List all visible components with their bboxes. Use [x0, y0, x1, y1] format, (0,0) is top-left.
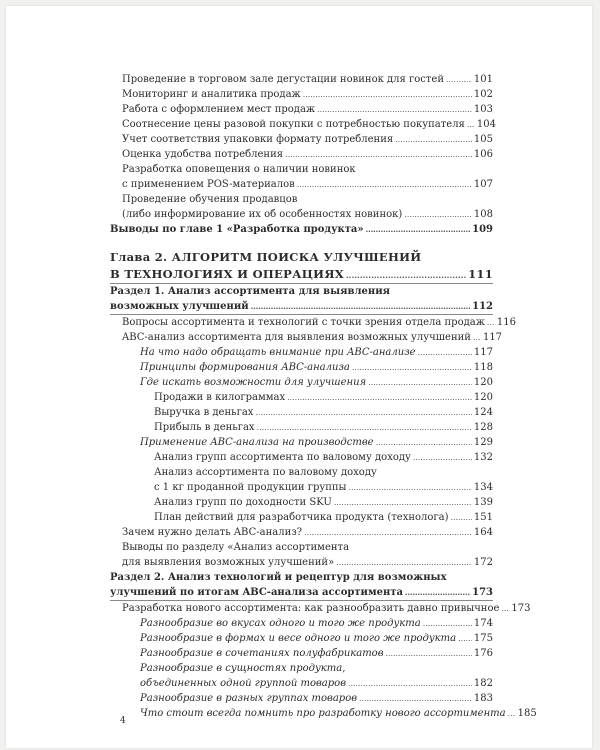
section-heading[interactable]: Раздел 1. Анализ ассортимента для выявления [110, 286, 391, 297]
toc-entry-first-line[interactable]: Выводы по разделу «Анализ ассортимента [122, 542, 350, 553]
dot-leader [303, 87, 472, 102]
dot-leader [251, 299, 470, 314]
dot-leader [508, 706, 516, 721]
dot-leader [451, 510, 472, 525]
page-ref: 118 [473, 362, 493, 373]
page-ref: 102 [473, 89, 493, 100]
page-ref: 107 [473, 179, 493, 190]
dot-leader [336, 555, 472, 570]
page-ref: 120 [473, 392, 493, 403]
dot-leader [297, 177, 472, 192]
dot-leader [368, 375, 472, 390]
dot-leader [317, 102, 472, 117]
page-ref: 112 [472, 301, 493, 312]
page-ref: 109 [472, 224, 493, 235]
dot-leader [418, 345, 472, 360]
dot-leader [376, 435, 472, 450]
dot-leader [255, 405, 471, 420]
page-number: 4 [120, 716, 126, 726]
dot-leader [467, 117, 475, 132]
dot-leader [446, 72, 472, 87]
page-ref: 106 [473, 149, 493, 160]
toc-subentry-first-line[interactable]: Разнообразие в сущностях продукта, [140, 663, 346, 674]
dot-leader [386, 646, 472, 661]
page-ref: 120 [473, 377, 493, 388]
toc-entry-first-line[interactable]: Проведение обучения продавцов [122, 194, 298, 205]
dot-leader [348, 676, 472, 691]
table-of-contents [110, 72, 537, 721]
toc-subentry[interactable]: Принципы формирования ABC-анализа ..... 118 [110, 360, 493, 375]
page-ref: 116 [496, 317, 516, 328]
page-ref: 183 [473, 693, 493, 704]
toc-subentry[interactable]: На что надо обращать внимание при ABC-анализе ..... 117 [110, 345, 493, 360]
toc-entry-first-line[interactable]: Разработка оповещения о наличии новинок [122, 164, 356, 175]
page-ref: 176 [473, 648, 493, 659]
toc-entry[interactable]: для выявления возможных улучшений» ..... 172 [110, 555, 493, 570]
page-ref: 185 [517, 708, 537, 719]
page-ref: 105 [473, 134, 493, 145]
page-ref: 111 [468, 267, 493, 281]
dot-leader [334, 495, 472, 510]
page-ref: 108 [473, 209, 493, 220]
section-heading-entry[interactable]: улучшений по итогам ABC-анализа ассортимента ..... 173 [110, 585, 493, 601]
dot-leader [349, 480, 472, 495]
toc-entry[interactable]: Разработка нового ассортимента: как разнообразить давно привычное ..... 173 [110, 601, 493, 616]
dot-leader [473, 330, 481, 345]
toc-entry[interactable]: Оценка удобства потребления ..... 106 [110, 147, 493, 162]
dot-leader [287, 390, 472, 405]
dot-leader [352, 360, 472, 375]
page-ref: 132 [473, 452, 493, 463]
dot-leader [458, 631, 472, 646]
toc-entry[interactable]: Проведение в торговом зале дегустации новинок для гостей ..... 101 [110, 72, 493, 87]
page-ref: 124 [473, 407, 493, 418]
page-ref: 103 [473, 104, 493, 115]
toc-entry[interactable]: Мониторинг и аналитика продаж ..... 102 [110, 87, 493, 102]
toc-entry[interactable]: Соотнесение цены разовой покупки с потребностью покупателя ..... 104 [110, 117, 493, 132]
dot-leader [404, 207, 472, 222]
toc-entry[interactable]: Работа с оформлением мест продаж ..... 103 [110, 102, 493, 117]
toc-subentry[interactable]: объединенных одной группой товаров ..... 182 [110, 676, 493, 691]
spacer [110, 237, 493, 249]
page-ref: 134 [473, 482, 493, 493]
dot-leader [395, 132, 472, 147]
toc-subsubentry[interactable]: План действий для разработчика продукта (технолога) ..... 151 [110, 510, 493, 525]
toc-subsubentry[interactable]: Анализ групп по доходности SKU ..... 139 [110, 495, 493, 510]
page-ref: 164 [473, 527, 493, 538]
dot-leader [487, 315, 495, 330]
page-ref: 117 [473, 347, 493, 358]
section-heading-entry[interactable]: возможных улучшений ..... 112 [110, 299, 493, 315]
dot-leader [359, 691, 472, 706]
dot-leader [366, 222, 470, 237]
section-heading[interactable]: Раздел 2. Анализ технологий и рецептур для возможных [110, 572, 447, 583]
toc-entry[interactable]: с применением POS-материалов ..... 107 [110, 177, 493, 192]
toc-entry[interactable]: Вопросы ассортимента и технологий с точки зрения отдела продаж ..... 116 [110, 315, 493, 330]
toc-conclusions-entry[interactable]: Выводы по главе 1 «Разработка продукта» ..... 109 [110, 222, 493, 237]
toc-entry[interactable]: Зачем нужно делать ABC-анализ? ..... 164 [110, 525, 493, 540]
page-ref: 172 [473, 557, 493, 568]
toc-subentry[interactable]: Разнообразие в формах и весе одного и того же продукта ..... 175 [110, 631, 493, 646]
dot-leader [501, 601, 509, 616]
page-ref: 101 [473, 74, 493, 85]
toc-subentry[interactable]: Применение ABC-анализа на производстве ..... 129 [110, 435, 493, 450]
page-ref: 104 [476, 119, 496, 130]
dot-leader [304, 525, 472, 540]
book-page [6, 6, 592, 748]
dot-leader [285, 147, 472, 162]
toc-subsubentry[interactable]: Продажи в килограммах ..... 120 [110, 390, 493, 405]
toc-subsubentry[interactable]: Выручка в деньгах ..... 124 [110, 405, 493, 420]
toc-subentry[interactable]: Что стоит всегда помнить про разработку нового ассортимента ..... 185 [110, 706, 493, 721]
toc-entry[interactable]: ABC-анализ ассортимента для выявления возможных улучшений ..... 117 [110, 330, 493, 345]
dot-leader [405, 585, 470, 600]
chapter-heading[interactable]: Глава 2. АЛГОРИТМ ПОИСКА УЛУЧШЕНИЙ [110, 250, 422, 264]
toc-subsubentry[interactable]: с 1 кг проданной продукции группы ..... 134 [110, 480, 493, 495]
dot-leader [413, 450, 472, 465]
toc-subsubentry[interactable]: Анализ групп ассортимента по валовому доходу ..... 132 [110, 450, 493, 465]
page-ref: 182 [473, 678, 493, 689]
page-ref: 173 [472, 587, 493, 598]
toc-entry[interactable]: (либо информирование их об особенностях новинок) ..... 108 [110, 207, 493, 222]
toc-subentry[interactable]: Где искать возможности для улучшения ..... 120 [110, 375, 493, 390]
dot-leader [257, 420, 472, 435]
page-ref: 128 [473, 422, 493, 433]
page-ref: 151 [473, 512, 493, 523]
page-ref: 174 [473, 618, 493, 629]
page-ref: 173 [511, 603, 531, 614]
toc-subsubentry-first-line[interactable]: Анализ ассортимента по валовому доходу [154, 467, 377, 478]
page-ref: 175 [473, 633, 493, 644]
dot-leader [346, 267, 466, 284]
toc-subentry[interactable]: Разнообразие во вкусах одного и того же продукта ..... 174 [110, 616, 493, 631]
toc-subsubentry[interactable]: Прибыль в деньгах ..... 128 [110, 420, 493, 435]
toc-entry[interactable]: Учет соответствия упаковки формату потребления ..... 105 [110, 132, 493, 147]
toc-subentry[interactable]: Разнообразие в разных группах товаров ..... 183 [110, 691, 493, 706]
toc-subentry[interactable]: Разнообразие в сочетаниях полуфабрикатов ..... 176 [110, 646, 493, 661]
chapter-heading-entry[interactable]: В ТЕХНОЛОГИЯХ И ОПЕРАЦИЯХ ..... 111 [110, 266, 493, 284]
page-ref: 139 [473, 497, 493, 508]
page-ref: 129 [473, 437, 493, 448]
page-ref: 117 [482, 332, 503, 343]
dot-leader [423, 616, 472, 631]
